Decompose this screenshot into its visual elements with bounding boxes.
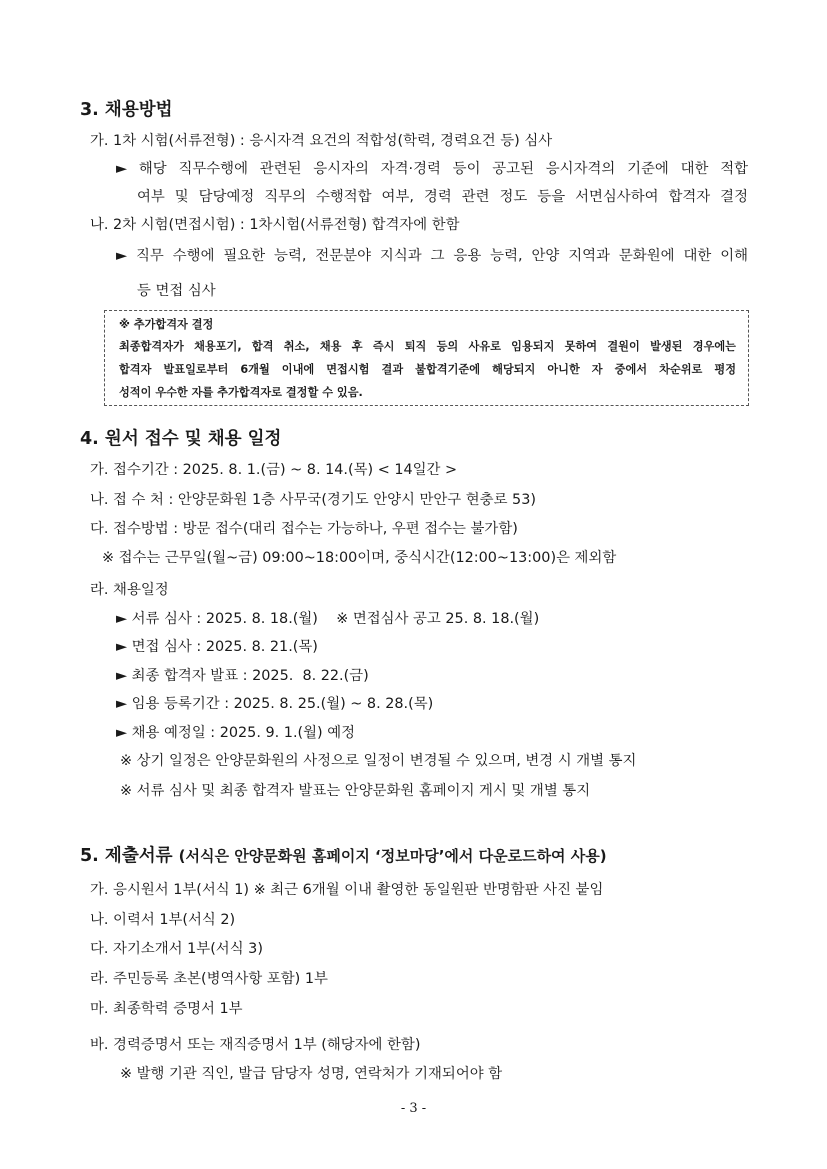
notice-line-2: 합격자 발표일로부터 6개월 이내에 면접시험 결과 불합격기준에 해당되지 아니한 자 중에서 차순위로 평정 — [119, 363, 736, 376]
section-3-line-ga: 가. 1차 시험(서류전형) : 응시자격 요건의 적합성(학력, 경력요건 등) 심사 — [90, 133, 553, 149]
schedule-interview: ► 면접 심사 : 2025. 8. 21.(목) — [116, 639, 318, 655]
section-4-line-na: 나. 접 수 처 : 안양문화원 1층 사무국(경기도 안양시 만안구 현충로 53) — [90, 492, 536, 508]
schedule-registration: ► 임용 등록기간 : 2025. 8. 25.(월) ~ 8. 28.(목) — [116, 696, 434, 712]
schedule-note-announcement: ※ 서류 심사 및 최종 합격자 발표는 안양문화원 홈페이지 게시 및 개별 통지 — [120, 783, 591, 799]
section-4-line-da: 다. 접수방법 : 방문 접수(대리 접수는 가능하나, 우편 접수는 불가함) — [90, 521, 518, 537]
page-number: - 3 - — [400, 1101, 427, 1116]
document-item-ra: 라. 주민등록 초본(병역사항 포함) 1부 — [90, 971, 328, 987]
section-5-title-text: 5. 제출서류 — [80, 846, 173, 866]
schedule-document-review: ► 서류 심사 : 2025. 8. 18.(월) ※ 면접심사 공고 25. 8. 18.(월) — [116, 611, 540, 627]
notice-title: ※ 추가합격자 결정 — [119, 318, 214, 331]
section-3-title: 3. 채용방법 — [80, 100, 173, 120]
schedule-start-date: ► 채용 예정일 : 2025. 9. 1.(월) 예정 — [116, 725, 356, 741]
document-item-na: 나. 이력서 1부(서식 2) — [90, 912, 236, 928]
section-4-line-ga: 가. 접수기간 : 2025. 8. 1.(금) ~ 8. 14.(목) < 14일간 > — [90, 462, 458, 478]
section-4-line-ra: 라. 채용일정 — [90, 582, 169, 598]
section-4-title: 4. 원서 접수 및 채용 일정 — [80, 429, 282, 449]
additional-pass-notice-box — [104, 310, 749, 406]
section-4-note-hours: ※ 접수는 근무일(월~금) 09:00~18:00이며, 중식시간(12:00~13:00)은 제외함 — [102, 550, 617, 566]
document-item-da: 다. 자기소개서 1부(서식 3) — [90, 941, 263, 957]
document-item-ba-note: ※ 발행 기관 직인, 발급 담당자 성명, 연락처가 기재되어야 함 — [120, 1066, 503, 1082]
document-item-ga: 가. 응시원서 1부(서식 1) ※ 최근 6개월 이내 촬영한 동일원판 반명함판 사진 붙임 — [90, 882, 604, 898]
schedule-note-change: ※ 상기 일정은 안양문화원의 사정으로 일정이 변경될 수 있으며, 변경 시 개별 통지 — [120, 753, 637, 769]
section-3-bullet-1-cont: 여부 및 담당예정 직무의 수행적합 여부, 경력 관련 정도 등을 서면심사하여 합격자 결정 — [137, 189, 748, 205]
document-item-ma: 마. 최종학력 증명서 1부 — [90, 1001, 243, 1017]
section-5-title — [80, 844, 607, 868]
section-3-bullet-2: ► 직무 수행에 필요한 능력, 전문분야 지식과 그 응용 능력, 안양 지역과 문화원에 대한 이해 — [116, 248, 748, 264]
notice-line-3: 성적이 우수한 자를 추가합격자로 결정할 수 있음. — [119, 386, 363, 399]
section-5-subtitle: (서식은 안양문화원 홈페이지 ‘정보마당’에서 다운로드하여 사용) — [178, 847, 607, 865]
section-3-bullet-1: ► 해당 직무수행에 관련된 응시자의 자격·경력 등이 공고된 응시자격의 기준에 대한 적합 — [116, 161, 748, 177]
section-3-line-na: 나. 2차 시험(면접시험) : 1차시험(서류전형) 합격자에 한함 — [90, 217, 460, 233]
section-3-bullet-2-cont: 등 면접 심사 — [137, 283, 216, 299]
notice-line-1: 최종합격자가 채용포기, 합격 취소, 채용 후 즉시 퇴직 등의 사유로 임용되지 못하여 결원이 발생된 경우에는 — [119, 340, 736, 353]
schedule-final-announcement: ► 최종 합격자 발표 : 2025. 8. 22.(금) — [116, 668, 369, 684]
document-item-ba: 바. 경력증명서 또는 재직증명서 1부 (해당자에 한함) — [90, 1037, 421, 1053]
